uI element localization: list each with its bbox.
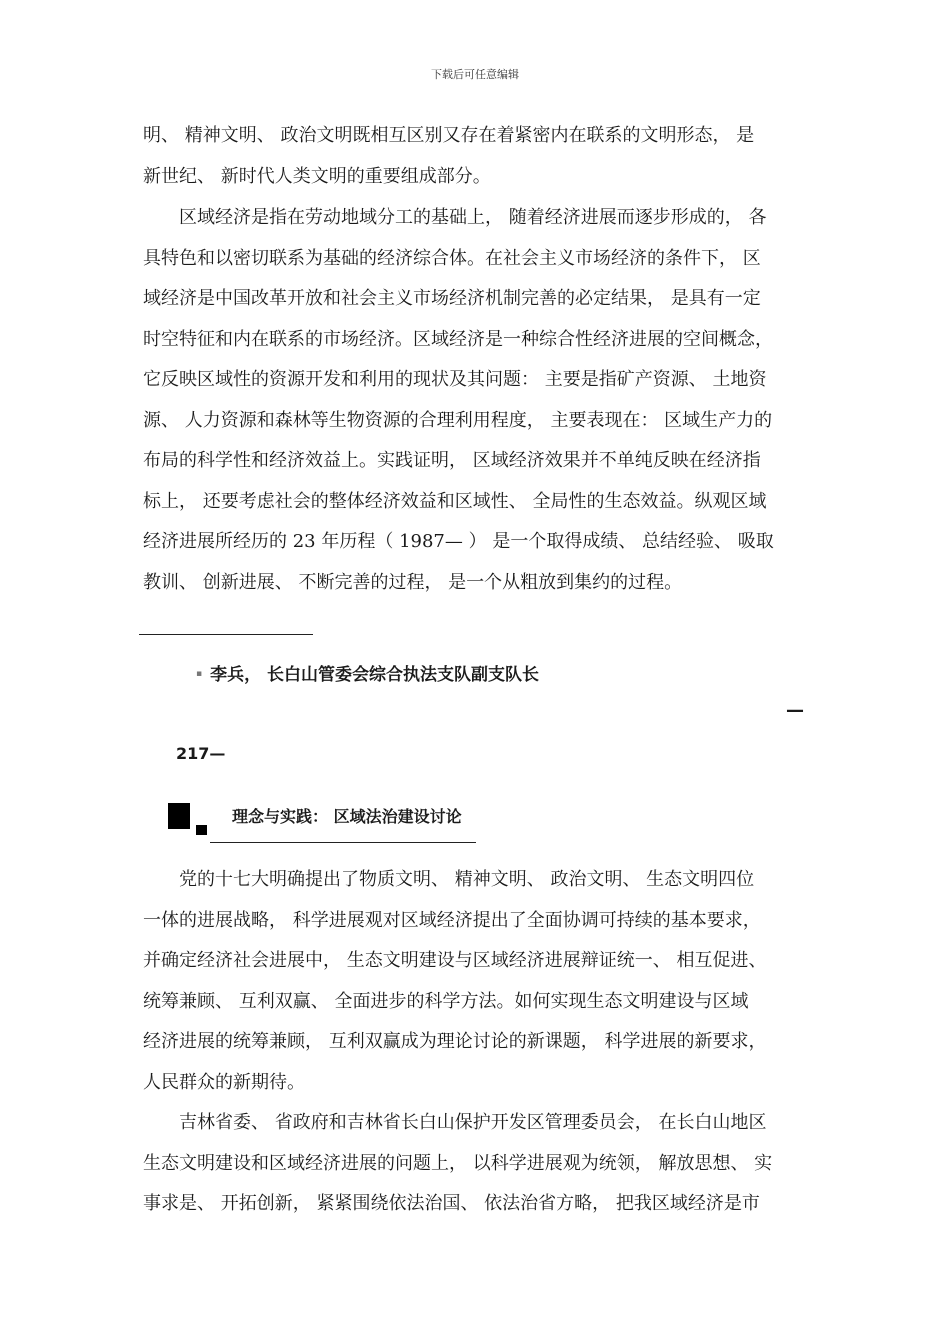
text-line: 区域经济是指在劳动地域分工的基础上， 随着经济进展而逐步形成的， 各 [179, 207, 767, 228]
text-line: 域经济是中国改革开放和社会主义市场经济机制完善的必定结果， 是具有一定 [143, 288, 761, 309]
text-line: 教训、 创新进展、 不断完善的过程， 是一个从粗放到集约的过程。 [143, 571, 683, 593]
footnote [196, 660, 539, 685]
text-line: 生态文明建设和区域经济进展的问题上， 以科学进展观为统领， 解放思想、 实 [143, 1152, 773, 1174]
footnote-text: 李兵， 长白山管委会综合执法支队副支队长 [210, 665, 540, 685]
text-line: 吉林省委、 省政府和吉林省长白山保护开发区管理委员会， 在长白山地区 [179, 1112, 767, 1133]
page-number-dash: — [786, 700, 804, 721]
section-title-underline [210, 842, 476, 843]
text-line: 新世纪、 新时代人类文明的重要组成部分。 [143, 165, 491, 187]
paragraph-1 [143, 116, 807, 197]
text-line: 明、 精神文明、 政治文明既相互区别又存在着紧密内在联系的文明形态， 是 [143, 125, 755, 146]
paragraph-4 [143, 1103, 807, 1225]
text-line: 源、 人力资源和森林等生物资源的合理利用程度， 主要表现在： 区域生产力的 [143, 409, 773, 431]
text-line: 人民群众的新期待。 [143, 1071, 305, 1093]
section-logo-small-icon [196, 825, 207, 835]
footnote-marker: ▪ [196, 669, 203, 679]
text-line: 经济进展所经历的 23 年历程（ 1987— ） 是一个取得成绩、 总结经验、 吸取 [143, 531, 774, 552]
paragraph-3 [143, 860, 807, 1103]
text-line: 统筹兼顾、 互利双赢、 全面进步的科学方法。如何实现生态文明建设与区域 [143, 990, 749, 1012]
paragraph-2 [143, 198, 807, 603]
text-line: 一体的进展战略， 科学进展观对区域经济提出了全面协调可持续的基本要求， [143, 909, 761, 931]
text-line: 经济进展的统筹兼顾， 互利双赢成为理论讨论的新课题， 科学进展的新要求， [143, 1031, 767, 1052]
text-line: 标上， 还要考虑社会的整体经济效益和区域性、 全局性的生态效益。纵观区域 [143, 490, 767, 512]
page-header: 下载后可任意编辑 [431, 68, 519, 81]
text-line: 布局的科学性和经济效益上。实践证明， 区域经济效果并不单纯反映在经济指 [143, 450, 761, 471]
footnote-divider [139, 634, 313, 635]
text-line: 具特色和以密切联系为基础的经济综合体。在社会主义市场经济的条件下， 区 [143, 247, 761, 269]
page-number: 217— [176, 744, 226, 763]
section-logo-block-icon [168, 803, 190, 829]
text-line: 党的十七大明确提出了物质文明、 精神文明、 政治文明、 生态文明四位 [179, 869, 755, 890]
text-line: 并确定经济社会进展中， 生态文明建设与区域经济进展辩证统一、 相互促进、 [143, 950, 767, 971]
section-title: 理念与实践： 区域法治建设讨论 [232, 807, 462, 826]
text-line: 它反映区域性的资源开发和利用的现状及其问题： 主要是指矿产资源、 土地资 [143, 369, 767, 390]
text-line: 事求是、 开拓创新， 紧紧围绕依法治国、 依法治省方略， 把我区域经济是市 [143, 1193, 760, 1214]
text-line: 时空特征和内在联系的市场经济。区域经济是一种综合性经济进展的空间概念， [143, 328, 773, 350]
